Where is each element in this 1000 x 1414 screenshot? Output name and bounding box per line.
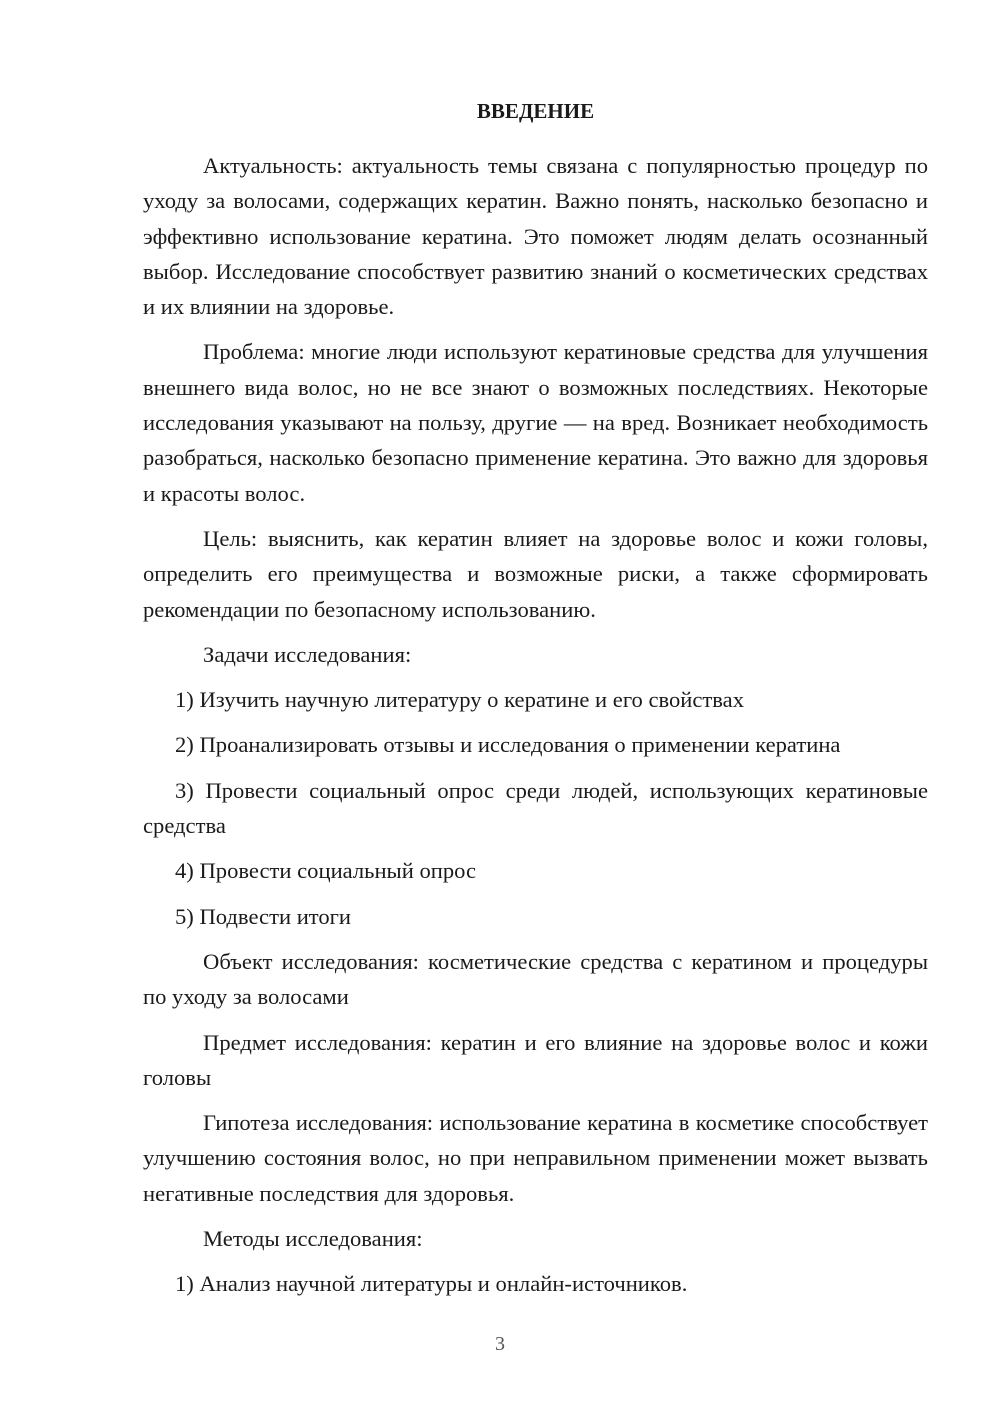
paragraph-goal: Цель: выяснить, как кератин влияет на здоровье волос и кожи головы, определить его преимущества и возможные риски, а также сформировать рекомендации по безопасному использованию. xyxy=(143,525,928,622)
paragraph-problem: Проблема: многие люди используют кератиновые средства для улучшения внешнего вида волос, но не все знают о возможных последствиях. Некоторые исследования указывают на пользу, другие — на вред. Возникает необходимость разобраться, насколько безопасно применение кератина. Это важно для здоровья и красоты волос. xyxy=(143,339,928,506)
page-title: ВВЕДЕНИЕ xyxy=(476,99,595,123)
paragraph-subject: Предмет исследования: кератин и его влияние на здоровье волос и кожи головы xyxy=(143,1029,928,1090)
task-item-5: 5) Подвести итоги xyxy=(175,903,352,929)
paragraph-tasks-heading: Задачи исследования: xyxy=(203,641,412,667)
paragraph-methods-heading: Методы исследования: xyxy=(203,1226,423,1252)
task-item-1: 1) Изучить научную литературу о кератине и его свойствах xyxy=(175,687,744,713)
page-number: 3 xyxy=(495,1333,505,1355)
task-item-2: 2) Проанализировать отзывы и исследования о применении кератина xyxy=(175,732,841,758)
paragraph-object: Объект исследования: косметические средства с кератином и процедуры по уходу за волосами xyxy=(143,948,928,1010)
paragraph-hypothesis: Гипотеза исследования: использование кератина в косметике способствует улучшению состояния волос, но при неправильном применении может вызвать негативные последствия для здоровья. xyxy=(143,1110,928,1206)
page-content xyxy=(143,94,928,1302)
task-item-4: 4) Провести социальный опрос xyxy=(175,858,477,884)
method-item-1: 1) Анализ научной литературы и онлайн-источников. xyxy=(175,1271,688,1297)
task-item-3: 3) Провести социальный опрос среди людей, использующих кератиновые средства xyxy=(143,777,928,839)
paragraph-relevance: Актуальность: актуальность темы связана с популярностью процедур по уходу за волосами, содержащих кератин. Важно понять, насколько безопасно и эффективно использование кератина. Это поможет людям делать осознанный выбор. Исследование способствует развитию знаний о косметических средствах и их влиянии на здоровье. xyxy=(143,153,928,320)
